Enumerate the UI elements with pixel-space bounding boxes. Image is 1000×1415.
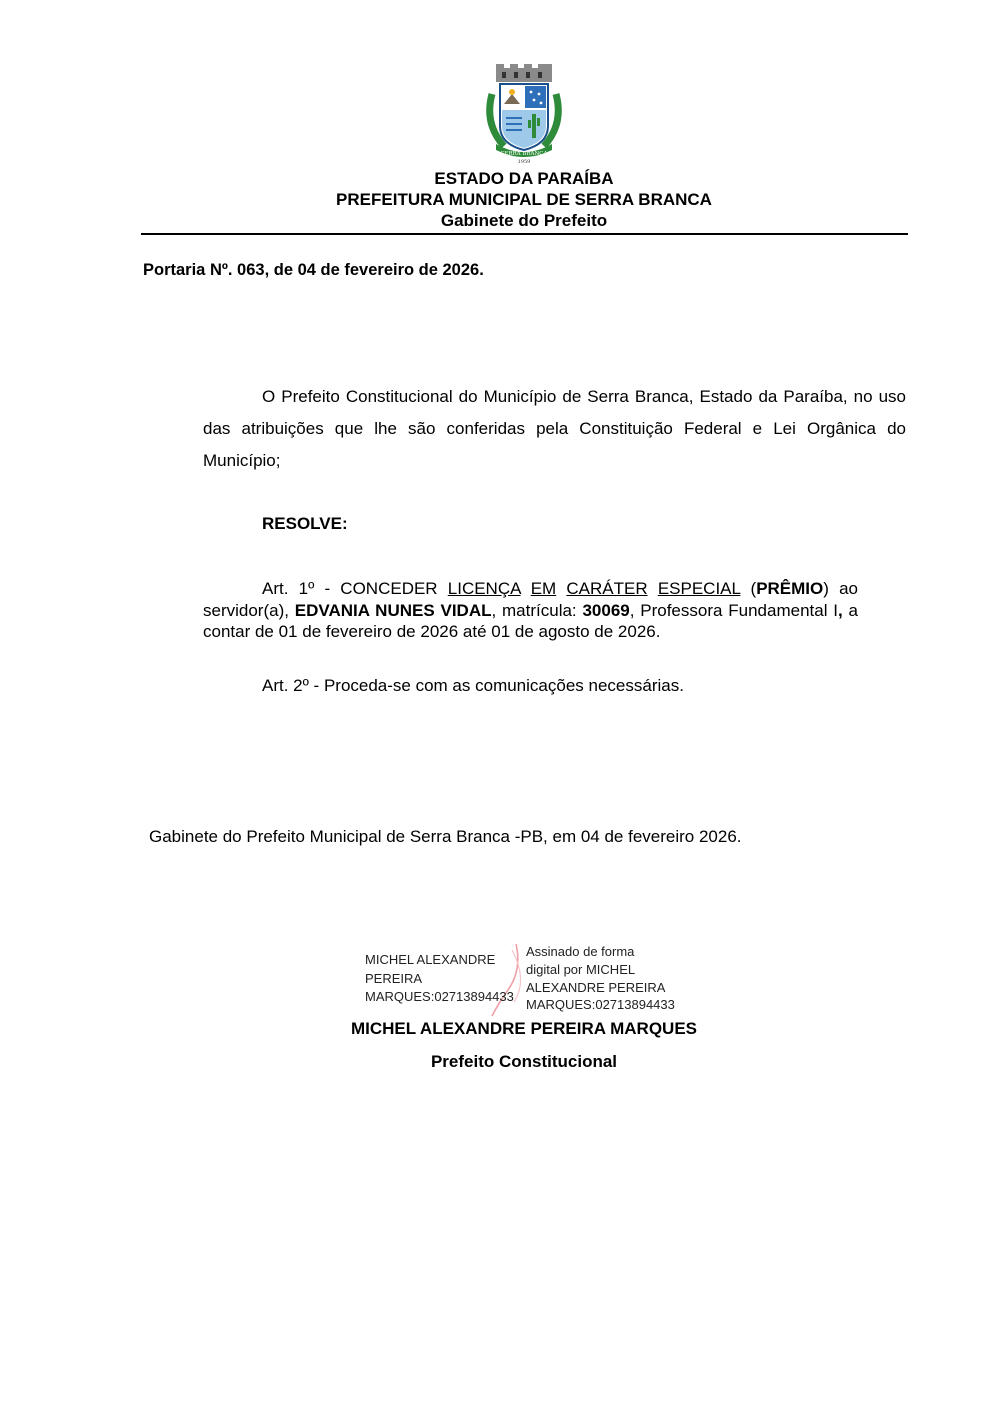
art1-word-licenca: LICENÇA <box>447 579 521 598</box>
sig-info-line: MARQUES:02713894433 <box>526 997 675 1013</box>
signature-info-block <box>526 943 696 1014</box>
svg-text:SERRA BRANCA: SERRA BRANCA <box>500 151 548 157</box>
header-divider <box>141 233 908 235</box>
art1-word-carater: CARÁTER <box>566 579 648 598</box>
art1-comma: , <box>838 600 843 620</box>
art1-cargo: , Professora Fundamental I <box>629 600 839 620</box>
sig-info-line: digital por MICHEL <box>526 961 636 977</box>
sig-name-line: MICHEL ALEXANDRE <box>365 952 496 967</box>
closing-location-date: Gabinete do Prefeito Municipal de Serra Branca -PB, em 04 de fevereiro 2026. <box>149 827 742 846</box>
resolve-heading: RESOLVE: <box>262 514 348 533</box>
art1-close: ) ao servidor(a), <box>203 579 858 620</box>
header-state: ESTADO DA PARAÍBA <box>434 169 614 188</box>
signer-name: MICHEL ALEXANDRE PEREIRA MARQUES <box>350 1019 697 1038</box>
sig-name-line: MARQUES:02713894433 <box>365 989 514 1004</box>
art1-matricula: 30069 <box>582 600 630 620</box>
signature-name-block <box>365 951 525 1007</box>
municipal-crest-logo <box>482 64 566 164</box>
signer-title: Prefeito Constitucional <box>430 1052 618 1071</box>
art1-period: a contar de 01 de fevereiro de 2026 até 01 de agosto de 2026. <box>203 600 859 641</box>
art1-word-especial: ESPECIAL <box>657 579 741 598</box>
art1-word-em: EM <box>530 579 557 598</box>
art1-premio: PRÊMIO <box>756 579 824 598</box>
preamble-paragraph: O Prefeito Constitucional do Município de Serra Branca, Estado da Paraíba, no uso das atribuições que lhe são conferidas pela Constituição Federal e Lei Orgânica do Município; <box>203 387 906 470</box>
art1-servant-name: EDVANIA NUNES VIDAL <box>294 600 492 620</box>
article-1 <box>203 578 858 643</box>
art1-prefix: Art. 1º - CONCEDER <box>262 579 448 598</box>
header-prefeitura: PREFEITURA MUNICIPAL DE SERRA BRANCA <box>336 190 712 209</box>
art1-matricula-label: , matrícula: <box>491 600 583 620</box>
svg-text:1959: 1959 <box>517 159 531 164</box>
art1-open: ( <box>740 579 757 598</box>
portaria-title: Portaria Nº. 063, de 04 de fevereiro de 2026. <box>143 261 484 279</box>
article-2: Art. 2º - Proceda-se com as comunicações necessárias. <box>262 676 684 695</box>
sig-info-line: Assinado de forma <box>526 944 635 959</box>
sig-name-line: PEREIRA <box>365 970 423 986</box>
sig-info-line: ALEXANDRE PEREIRA <box>526 979 666 995</box>
header-gabinete: Gabinete do Prefeito <box>440 211 608 230</box>
